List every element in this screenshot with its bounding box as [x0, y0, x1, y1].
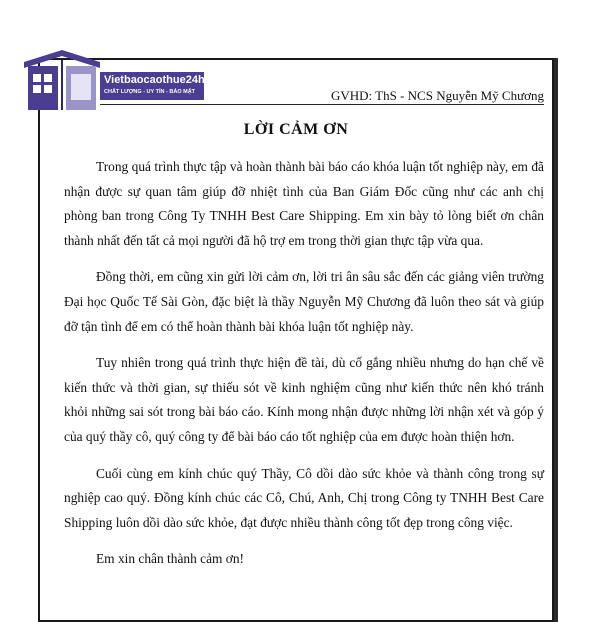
document-body	[64, 155, 544, 584]
paragraph-1: Trong quá trình thực tập và hoàn thành bài báo cáo khóa luận tốt nghiệp này, em đã nhận được sự quan tâm giúp đỡ nhiệt tình của Ban Giám Đốc cũng như các anh chị phòng ban trong Công Ty TNHH Best Care Shipping. Em xin bày tỏ lòng biết ơn chân thành nhất đến tất cả mọi người đã hộ trợ em trong thời gian thực tập vừa qua.	[64, 159, 544, 248]
paragraph-4: Cuối cùng em kính chúc quý Thầy, Cô dồi dào sức khỏe và thành công trong sự nghiệp cao quý. Đồng kính chúc các Cô, Chú, Anh, Chị trong Công ty TNHH Best Care Shipping luôn dồi dào sức khỏe, đạt được nhiều thành công tốt đẹp trong công việc.	[64, 465, 544, 530]
book-house-icon	[22, 48, 102, 114]
advisor-label: GVHD: ThS - NCS Nguyễn Mỹ Chương	[330, 88, 544, 103]
header-divider	[100, 104, 544, 105]
brand-logo	[22, 48, 212, 116]
closing-line: Em xin chân thành cảm ơn!	[96, 551, 245, 567]
page-title: LỜI CẢM ƠN	[243, 121, 349, 138]
brand-tagline: CHẤT LƯỢNG - UY TÍN - BẢO MẬT	[104, 89, 196, 95]
brand-name: Vietbaocaothue24h	[104, 74, 205, 86]
paragraph-2: Đồng thời, em cũng xin gửi lời cảm ơn, lời tri ân sâu sắc đến các giảng viên trường Đại học Quốc Tế Sài Gòn, đặc biệt là thầy Nguyễn Mỹ Chương đã luôn theo sát và giúp đỡ tận tình để em có thể hoàn thành bài khóa luận tốt nghiệp này.	[64, 269, 544, 334]
paragraph-3: Tuy nhiên trong quá trình thực hiện đề tài, dù cố gắng nhiều nhưng do hạn chế về kiến thức và thời gian, sự thiếu sót về kinh nghiệm cũng như kiến thức nên khó tránh khỏi những sai sót trong bài báo cáo. Kính mong nhận được những lời nhận xét và góp ý của quý thầy cô, quý công ty để bài báo cáo tốt nghiệp của em được hoàn thiện hơn.	[64, 355, 544, 444]
